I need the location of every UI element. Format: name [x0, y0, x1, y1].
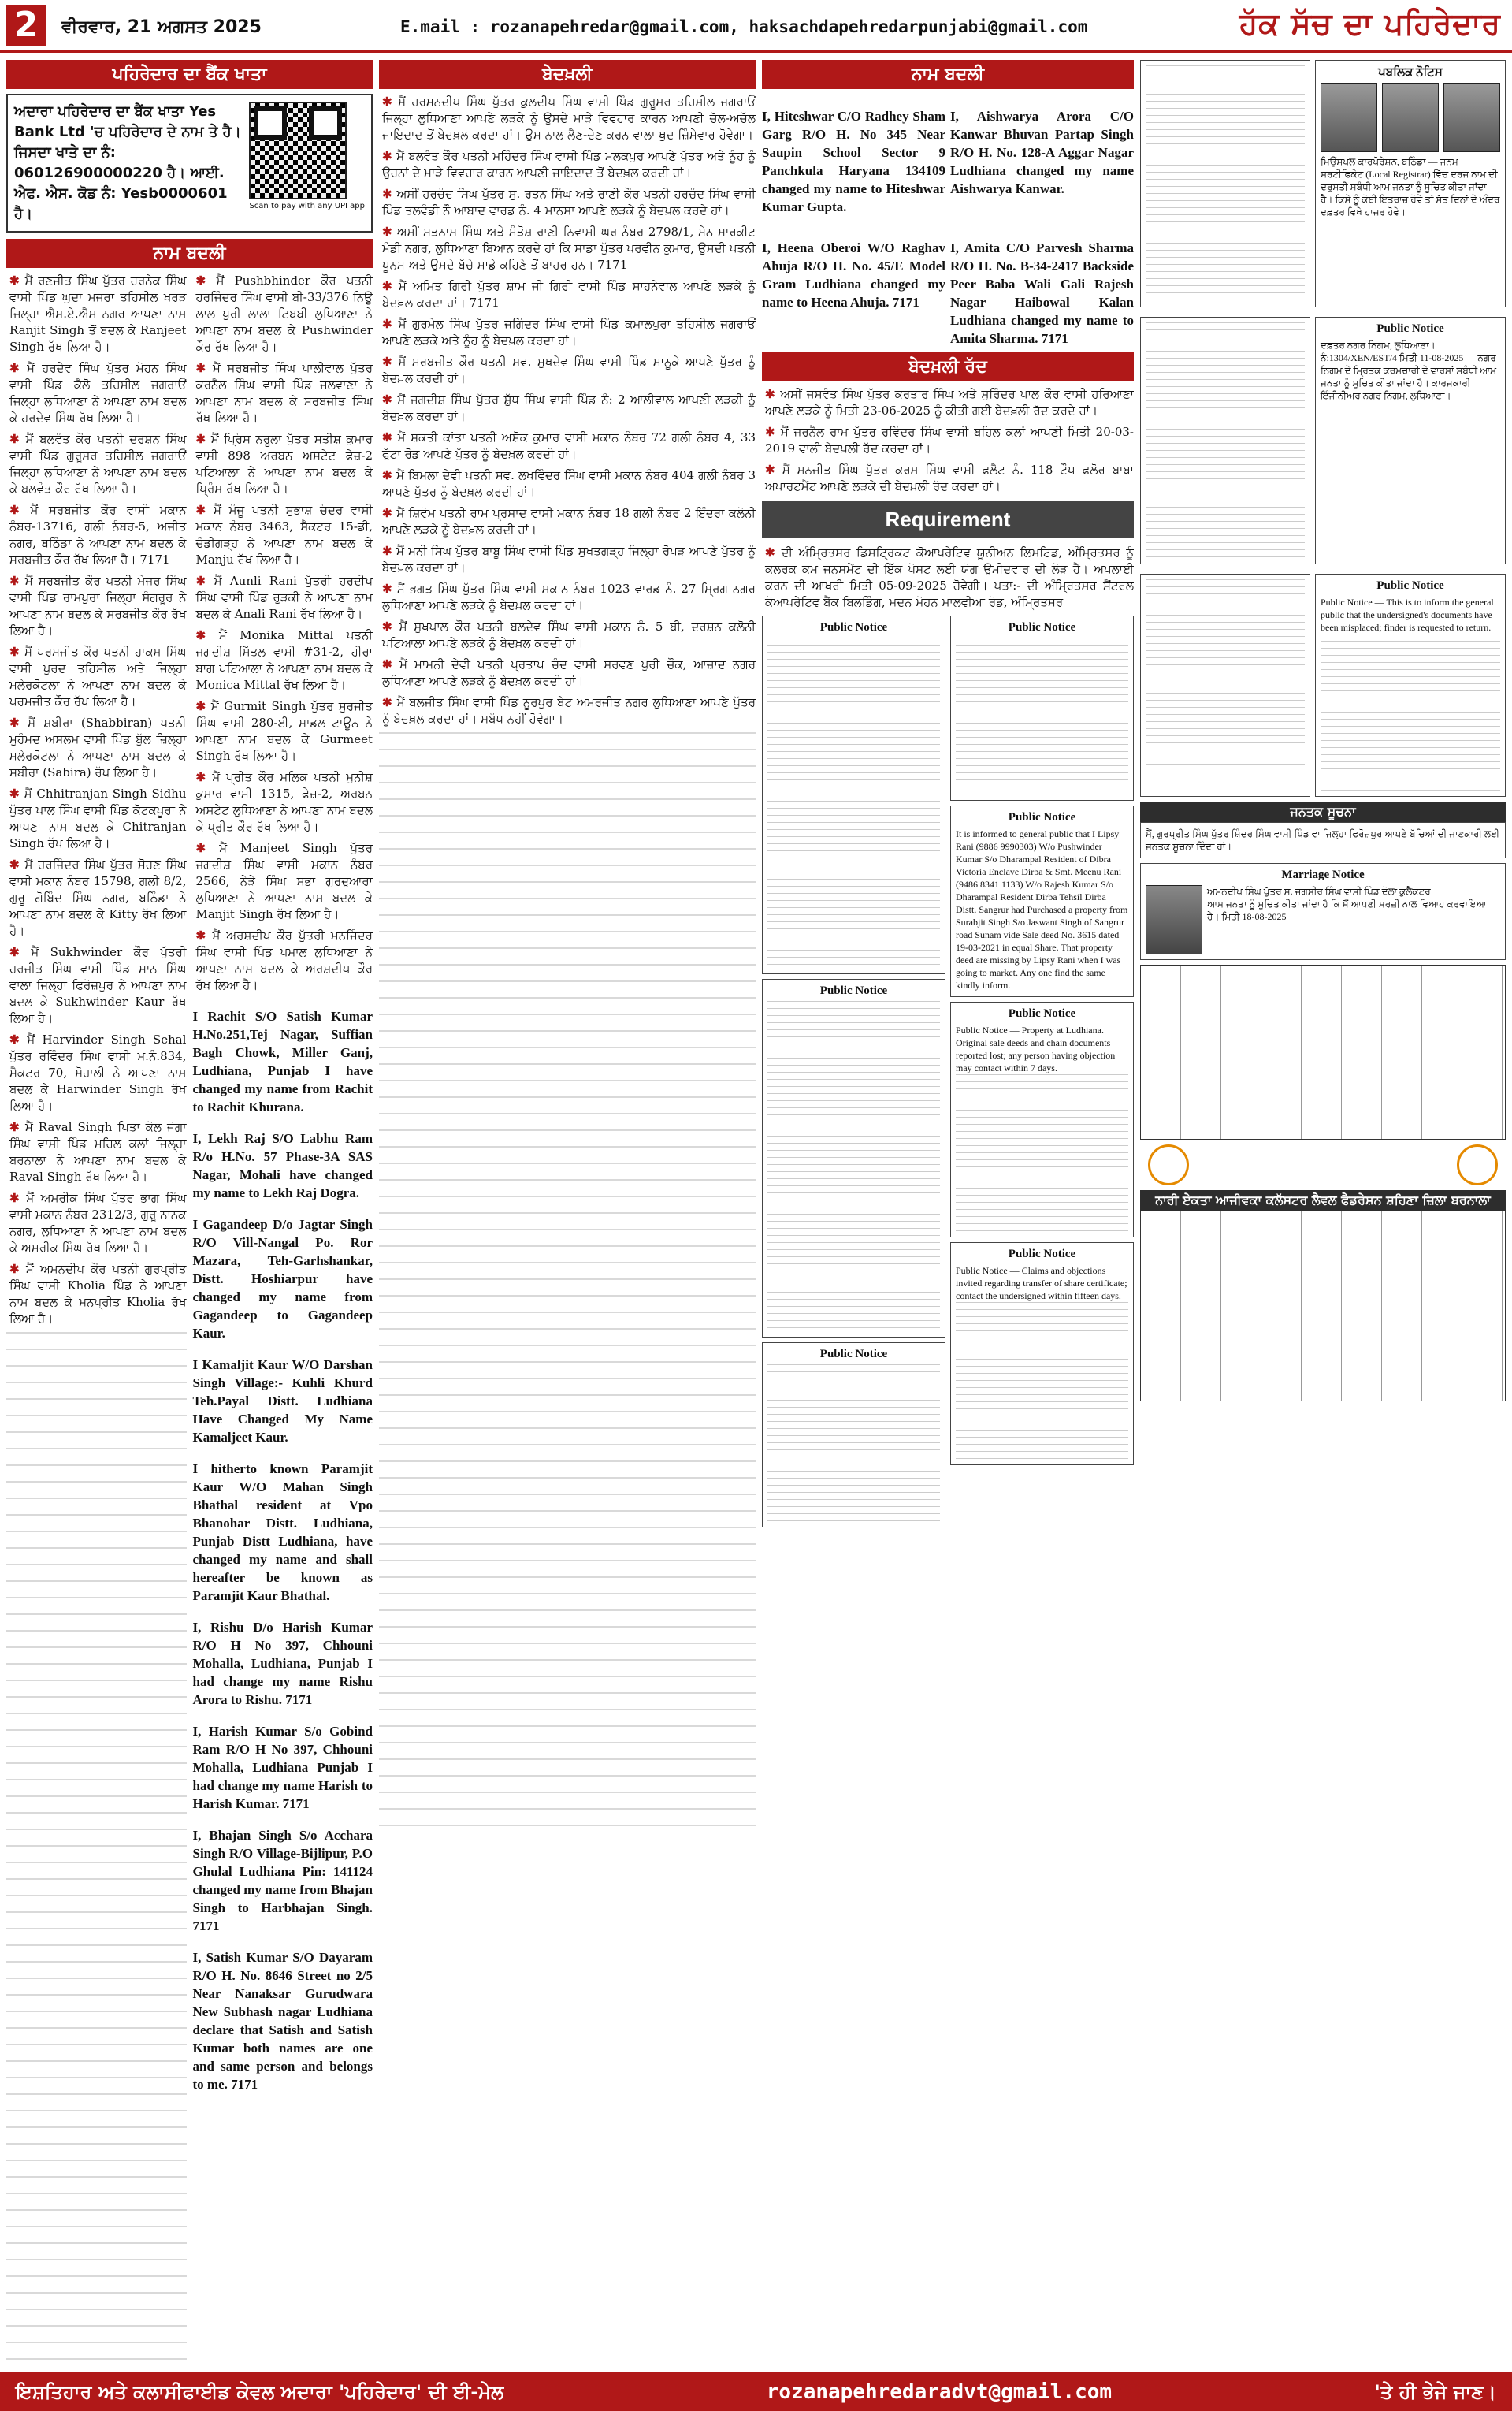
public-notice-ludhiana [1315, 317, 1506, 564]
marriage-text: ਆਮ ਜਨਤਾ ਨੂੰ ਸੂਚਿਤ ਕੀਤਾ ਜਾਂਦਾ ਹੈ ਕਿ ਮੈਂ ਆਪਣੀ ਮਰਜ਼ੀ ਨਾਲ ਵਿਆਹ ਕਰਵਾਇਆ ਹੈ। ਮਿਤੀ 18-08-2025 [1207, 899, 1487, 922]
bank-header: ਪਹਿਰੇਦਾਰ ਦਾ ਬੈਂਕ ਖਾਤਾ [6, 60, 373, 89]
person-photo [1443, 83, 1500, 152]
list-item: ✱ ਮੈਂ ਜਗਦੀਸ਼ ਸਿੰਘ ਪੁੱਤਰ ਸ਼ੁੱਧ ਸਿੰਘ ਵਾਸੀ ਪਿੰਡ ਨੰ: 2 ਆਲੀਵਾਲ ਆਪਣੀ ਲੜਕੀ ਨੂੰ ਬੇਦਖ਼ਲ ਕਰਦਾ ਹਾਂ। [379, 392, 756, 425]
tender-table-2 [1140, 1211, 1506, 1401]
tender-table [1140, 965, 1506, 1140]
english-notice: I, Satish Kumar S/O Dayaram R/O H. No. 8646 Street no 2/5 Near Nanaksar Gurudwara New Subhash nagar Ludhiana declare that Satish and Satish Kumar both names are one and same person and belongs to me. 7171 [192, 1950, 373, 2092]
bank-box [6, 94, 373, 233]
english-notice: I, Rishu D/o Harish Kumar R/O H No 397, Chhouni Mohalla, Ludhiana, Punjab I had change my name Rishu Arora to Rishu. 7171 [192, 1620, 373, 1707]
list-item: ✱ ਮੈਂ Monika Mittal ਪਤਨੀ ਜਗਦੀਸ਼ ਮਿੱਤਲ ਵਾਸੀ #31-2, ਹੀਰਾ ਬਾਗ ਪਟਿਆਲਾ ਨੇ ਆਪਣਾ ਨਾਮ ਬਦਲ ਕੇ Monica Mittal ਰੱਖ ਲਿਆ ਹੈ। [193, 627, 373, 694]
public-notice-title: Public Notice [1376, 579, 1444, 592]
list-item: ✱ ਮੈਂ ਪ੍ਰਿੰਸ ਨਰੂਲਾ ਪੁੱਤਰ ਸਤੀਸ਼ ਕੁਮਾਰ ਵਾਸੀ 898 ਅਰਬਨ ਅਸਟੇਟ ਫੇਜ਼-2 ਪਟਿਆਲਾ ਨੇ ਆਪਣਾ ਨਾਮ ਬਦਲ ਕੇ ਪ੍ਰਿੰਸ ਰੱਖ ਲਿਆ ਹੈ। [193, 431, 373, 497]
notice-body [767, 1364, 940, 1522]
list-item: ✱ ਮੈਂ Aunli Rani ਪੁੱਤਰੀ ਹਰਦੀਪ ਸਿੰਘ ਵਾਸੀ ਪਿੰਡ ਰੁੜਕੀ ਨੇ ਆਪਣਾ ਨਾਮ ਬਦਲ ਕੇ Anali Rani ਰੱਖ ਲਿਆ ਹੈ। [193, 573, 373, 623]
list-item: ✱ ਮੈਂ ਅਮਿਤ ਗਿਰੀ ਪੁੱਤਰ ਸ਼ਾਮ ਜੀ ਗਿਰੀ ਵਾਸੀ ਪਿੰਡ ਸਾਹਨੇਵਾਲ ਆਪਣੇ ਲੜਕੇ ਨੂੰ ਬੇਦਖ਼ਲ ਕਰਦਾ ਹਾਂ। 7171 [379, 278, 756, 311]
notice-body [956, 1302, 1128, 1460]
list-item: ✱ ਮੈਂ Raval Singh ਪਿਤਾ ਕੋਲ ਜੋਗਾ ਸਿੰਘ ਵਾਸੀ ਪਿੰਡ ਮਹਿਲ ਕਲਾਂ ਜਿਲ੍ਹਾ ਬਰਨਾਲਾ ਨੇ ਆਪਣਾ ਨਾਮ ਬਦਲ ਕੇ Raval Singh ਰੱਖ ਲਿਆ ਹੈ। [6, 1119, 187, 1185]
masthead [0, 0, 1512, 53]
english-notice: I, Heena Oberoi W/O Raghav Ahuja R/O H. No. 45/E Model Gram Ludhiana changed my name to Heena Ahuja. 7171 [762, 240, 945, 310]
list-item: ✱ ਮੈਂ ਪਰਮਜੀਤ ਕੌਰ ਪਤਨੀ ਹਾਕਮ ਸਿੰਘ ਵਾਸੀ ਖੁਰਦ ਤਹਿਸੀਲ ਅਤੇ ਜਿਲ੍ਹਾ ਮਲੇਰਕੋਟਲਾ ਨੇ ਆਪਣਾ ਨਾਮ ਬਦਲ ਕੇ ਪਰਮਜੀਤ ਕੌਰ ਰੱਖ ਲਿਆ ਹੈ। [6, 644, 187, 710]
list-item: ✱ ਮੈਂ Harvinder Singh Sehal ਪੁੱਤਰ ਰਵਿੰਦਰ ਸਿੰਘ ਵਾਸੀ ਮ.ਨੰ.834, ਸੈਕਟਰ 70, ਮੋਹਾਲੀ ਨੇ ਆਪਣਾ ਨਾਮ ਬਦਲ ਕੇ Harwinder Singh ਰੱਖ ਲਿਆ ਹੈ। [6, 1032, 187, 1114]
list-item: ✱ ਮੈਂ ਸ਼ਬੀਰਾ (Shabbiran) ਪਤਨੀ ਮੁਹੰਮਦ ਅਸਲਮ ਵਾਸੀ ਪਿੰਡ ਬੁੱਲ ਜ਼ਿਲ੍ਹਾ ਮਲੇਰਕੋਟਲਾ ਨੇ ਆਪਣਾ ਨਾਮ ਬਦਲ ਕੇ ਸਬੀਰਾ (Sabira) ਰੱਖ ਲਿਆ ਹੈ। [6, 715, 187, 781]
list-item: ✱ ਮੈਂ ਭਗਤ ਸਿੰਘ ਪੁੱਤਰ ਸਿੰਘ ਵਾਸੀ ਮਕਾਨ ਨੰਬਰ 1023 ਵਾਰਡ ਨੰ. 27 ਮ੍ਰਿਗ ਨਗਰ ਲੁਧਿਆਣਾ ਆਪਣੇ ਲੜਕੇ ਨੂੰ ਬੇਦਖ਼ਲ ਕਰਦਾ ਹਾਂ। [379, 581, 756, 614]
notice-body [1146, 65, 1305, 302]
disown-header: ਬੇਦਖ਼ਲੀ [379, 60, 756, 89]
qr-block [249, 102, 365, 225]
public-notice [950, 1242, 1134, 1465]
photo-strip [1321, 83, 1500, 152]
list-item: ✱ ਮੈਂ ਜਰਨੈਲ ਰਾਮ ਪੁੱਤਰ ਰਵਿੰਦਰ ਸਿੰਘ ਵਾਸੀ ਬਹਿਲ ਕਲਾਂ ਆਪਣੀ ਮਿਤੀ 20-03-2019 ਵਾਲੀ ਬੇਦਖ਼ਲੀ ਰੱਦ ਕਰਦਾ ਹਾਂ। [762, 424, 1134, 457]
more-notices-filler [6, 1332, 187, 2369]
english-notice: I Kamaljit Kaur W/O Darshan Singh Village:- Kuhli Khurd Teh.Payal Distt. Ludhiana Have Changed My Name Kamaljeet Kaur. [192, 1357, 373, 1445]
court-notice [1140, 317, 1310, 564]
list-item: ✱ ਮੈਂ ਹਰਜਿੰਦਰ ਸਿੰਘ ਪੁੱਤਰ ਸੋਹਣ ਸਿੰਘ ਵਾਸੀ ਮਕਾਨ ਨੰਬਰ 15798, ਗਲੀ 8/2, ਗੁਰੂ ਗੋਬਿੰਦ ਸਿੰਘ ਨਗਰ, ਬਠਿੰਡਾ ਨੇ ਆਪਣਾ ਨਾਮ ਬਦਲ ਕੇ Kitty ਰੱਖ ਲਿਆ ਹੈ। [6, 857, 187, 939]
public-info-header: ਜਨਤਕ ਸੂਚਨਾ [1140, 802, 1506, 822]
person-photo [1321, 83, 1377, 152]
column-1 [6, 60, 373, 2369]
more-notices-filler [379, 732, 756, 1836]
english-notice: I, Hiteshwar C/O Radhey Sham Garg R/O H. No 345 Near Saupin School Sector 9 Panchkula Haryana 134109 changed my name to Hiteshwar Kumar Gupta. [762, 109, 945, 214]
public-notice-title: Public Notice [1008, 811, 1076, 824]
tender-logos [1140, 1140, 1506, 1190]
english-notice: I Gagandeep D/o Jagtar Singh R/O Vill-Nangal Po. Ror Mazara, Teh-Garhshankar, Distt. Hoshiarpur have changed my name from Gagandeep to Gagandeep Kaur. [192, 1217, 373, 1341]
newspaper-logo: ਹੱਕ ਸੱਚ ਦਾ ਪਹਿਰੇਦਾਰ [1239, 6, 1501, 41]
list-item: ✱ ਮੈਂ ਮੰਜੂ ਪਤਨੀ ਸੁਭਾਸ਼ ਚੰਦਰ ਵਾਸੀ ਮਕਾਨ ਨੰਬਰ 3463, ਸੈਕਟਰ 15-ਡੀ, ਚੰਡੀਗੜ੍ਹ ਨੇ ਆਪਣਾ ਨਾਮ ਬਦਲ ਕੇ Manju ਰੱਖ ਲਿਆ ਹੈ। [193, 502, 373, 568]
list-item: ✱ ਮੈਂ ਅਮਰੀਕ ਸਿੰਘ ਪੁੱਤਰ ਭਾਗ ਸਿੰਘ ਵਾਸੀ ਮਕਾਨ ਨੰਬਰ 2312/3, ਗੁਰੂ ਨਾਨਕ ਨਗਰ, ਲੁਧਿਆਣਾ ਨੇ ਆਪਣਾ ਨਾਮ ਬਦਲ ਕੇ ਅਮਰੀਕ ਸਿੰਘ ਰੱਖ ਲਿਆ ਹੈ। [6, 1190, 187, 1256]
logo-icon [1148, 1144, 1189, 1185]
list-item: ✱ ਮੈਂ ਪ੍ਰੀਤ ਕੌਰ ਮਲਿਕ ਪਤਨੀ ਮੁਨੀਸ਼ ਕੁਮਾਰ ਵਾਸੀ 1315, ਫੇਜ਼-2, ਅਰਬਨ ਅਸਟੇਟ ਲੁਧਿਆਣਾ ਨੇ ਆਪਣਾ ਨਾਮ ਬਦਲ ਕੇ ਪ੍ਰੀਤ ਕੌਰ ਰੱਖ ਲਿਆ ਹੈ। [193, 769, 373, 835]
list-item: ✱ ਮੈਂ ਅਮਨਦੀਪ ਕੌਰ ਪਤਨੀ ਗੁਰਪ੍ਰੀਤ ਸਿੰਘ ਵਾਸੀ Kholia ਪਿੰਡ ਨੇ ਆਪਣਾ ਨਾਮ ਬਦਲ ਕੇ ਮਨਪ੍ਰੀਤ Kholia ਰੱਖ ਲਿਆ ਹੈ। [6, 1261, 187, 1327]
list-item: ✱ ਮੈਂ ਸੁਖਪਾਲ ਕੌਰ ਪਤਨੀ ਬਲਦੇਵ ਸਿੰਘ ਵਾਸੀ ਮਕਾਨ ਨੰ. 5 ਬੀ, ਦਰਸ਼ਨ ਕਲੋਨੀ ਪਟਿਆਲਾ ਆਪਣੇ ਲੜਕੇ ਨੂੰ ਬੇਦਖ਼ਲ ਕਰਦੀ ਹਾਂ। [379, 619, 756, 652]
public-notice-lipsy [950, 806, 1134, 997]
name-change-header: ਨਾਮ ਬਦਲੀ [6, 239, 373, 268]
list-item: ✱ ਮੈਂ ਬਲਜੀਤ ਸਿੰਘ ਵਾਸੀ ਪਿੰਡ ਨੂਰਪੁਰ ਬੇਟ ਅਮਰਜੀਤ ਨਗਰ ਲੁਧਿਆਣਾ ਆਪਣੇ ਪੁੱਤਰ ਨੂੰ ਬੇਦਖ਼ਲ ਕਰਦਾ ਹਾਂ। ਸਬੰਧ ਨਹੀਂ ਹੋਵੇਗਾ। [379, 694, 756, 727]
list-item: ✱ ਮੈਂ ਰਣਜੀਤ ਸਿੰਘ ਪੁੱਤਰ ਹਰਨੇਕ ਸਿੰਘ ਵਾਸੀ ਪਿੰਡ ਘੁਦਾ ਮਜਰਾ ਤਹਿਸੀਲ ਖਰੜ ਜਿਲ੍ਹਾ ਐਸ.ਏ.ਐਸ ਨਗਰ ਆਪਣਾ ਨਾਮ Ranjit Singh ਤੋਂ ਬਦਲ ਕੇ Ranjeet Singh ਰੱਖ ਲਿਆ ਹੈ। [6, 273, 187, 355]
list-item: ✱ ਮੈਂ ਗੁਰਮੇਲ ਸਿੰਘ ਪੁੱਤਰ ਜਗਿੰਦਰ ਸਿੰਘ ਵਾਸੀ ਪਿੰਡ ਕਮਾਲਪੁਰਾ ਤਹਿਸੀਲ ਜਗਰਾਓਂ ਆਪਣੇ ਲੜਕੇ ਅਤੇ ਨੂੰਹ ਨੂੰ ਬੇਦਖ਼ਲ ਕਰਦਾ ਹਾਂ। [379, 316, 756, 349]
notice-body [1321, 634, 1500, 791]
logo-icon [1457, 1144, 1498, 1185]
page-number: 2 [6, 5, 46, 46]
notice-body [1146, 579, 1305, 768]
notice-text: ਮਿਉਂਸਪਲ ਕਾਰਪੋਰੇਸ਼ਨ, ਬਠਿੰਡਾ — ਜਨਮ ਸਰਟੀਫਿਕੇਟ (Local Registrar) ਵਿੱਚ ਦਰਜ ਨਾਮ ਦੀ ਦਰੁਸਤੀ ਸਬੰਧੀ ਆਮ ਜਨਤਾ ਨੂੰ ਸੂਚਿਤ ਕੀਤਾ ਜਾਂਦਾ ਹੈ। ਕਿਸੇ ਨੂੰ ਕੋਈ ਇਤਰਾਜ਼ ਹੋਵੇ ਤਾਂ ਸੱਤ ਦਿਨਾਂ ਦੇ ਅੰਦਰ ਦਫ਼ਤਰ ਵਿਖੇ ਹਾਜ਼ਰ ਹੋਵੇ। [1321, 156, 1500, 218]
list-item: ✱ ਮੈਂ ਸਰਬਜੀਤ ਕੌਰ ਵਾਸੀ ਮਕਾਨ ਨੰਬਰ-13716, ਗਲੀ ਨੰਬਰ-5, ਅਜੀਤ ਨਗਰ, ਬਠਿੰਡਾ ਨੇ ਆਪਣਾ ਨਾਮ ਬਦਲ ਕੇ ਸਰਬਜੀਤ ਕੌਰ ਰੱਖ ਲਿਆ ਹੈ। 7171 [6, 502, 187, 568]
person-photo [1382, 83, 1439, 152]
list-item: ✱ ਮੈਂ Manjeet Singh ਪੁੱਤਰ ਜਗਦੀਸ਼ ਸਿੰਘ ਵਾਸੀ ਮਕਾਨ ਨੰਬਰ 2566, ਨੇੜੇ ਸਿੰਘ ਸਭਾ ਗੁਰਦੁਆਰਾ ਲੁਧਿਆਣਾ ਨੇ ਆਪਣਾ ਨਾਮ ਬਦਲ ਕੇ Manjit Singh ਰੱਖ ਲਿਆ ਹੈ। [193, 840, 373, 923]
english-notice: I, Harish Kumar S/o Gobind Ram R/O H No 397, Chhouni Mohalla, Ludhiana Punjab I had change my name Harish to Harish Kumar. 7171 [192, 1724, 373, 1811]
list-item: ✱ ਮੈਂ ਹਰਦੇਵ ਸਿੰਘ ਪੁੱਤਰ ਮੋਹਨ ਸਿੰਘ ਵਾਸੀ ਪਿੰਡ ਕੈਲੋ ਤਹਿਸੀਲ ਜਗਰਾਓਂ ਜਿਲ੍ਹਾ ਲੁਧਿਆਣਾ ਨੇ ਆਪਣਾ ਨਾਮ ਬਦਲ ਕੇ ਹਰਦੇਵ ਸਿੰਘ ਰੱਖ ਲਿਆ ਹੈ। [6, 360, 187, 426]
notice-body [1146, 322, 1305, 559]
name-change-list-b [193, 273, 373, 2369]
court-notice [1140, 60, 1310, 307]
list-item: ✱ ਮੈਂ ਬਿਮਲਾ ਦੇਵੀ ਪਤਨੀ ਸਵ. ਲਖਵਿੰਦਰ ਸਿੰਘ ਵਾਸੀ ਮਕਾਨ ਨੰਬਰ 404 ਗਲੀ ਨੰਬਰ 3 ਆਪਣੇ ਪੁੱਤਰ ਨੂੰ ਬੇਦਖ਼ਲ ਕਰਦੀ ਹਾਂ। [379, 467, 756, 500]
footer-left-text: ਇਸ਼ਤਿਹਾਰ ਅਤੇ ਕਲਾਸੀਫਾਈਡ ਕੇਵਲ ਅਦਾਰਾ 'ਪਹਿਰੇਦਾਰ' ਦੀ ਈ-ਮੇਲ [16, 2380, 504, 2403]
public-notice-title: Public Notice [819, 621, 888, 634]
marriage-notice [1140, 863, 1506, 960]
english-name-change-grid [762, 94, 1134, 352]
public-notice [950, 616, 1134, 801]
public-notice-title: ਪਬਲਿਕ ਨੋਟਿਸ [1378, 66, 1443, 79]
english-notice: I, Amita C/O Parvesh Sharma R/O H. No. B-34-2417 Backside Peer Baba Wali Gali Rajesh Nagar Haibowal Kalan Ludhiana changed my name to Amita Sharma. 7171 [950, 240, 1134, 346]
column-3 [762, 60, 1134, 2369]
public-notice-title: Public Notice [819, 984, 888, 997]
list-item: ✱ ਮੈਂ ਸ਼ਿਵੋਮ ਪਤਨੀ ਰਾਮ ਪ੍ਰਸਾਦ ਵਾਸੀ ਮਕਾਨ ਨੰਬਰ 18 ਗਲੀ ਨੰਬਰ 2 ਇੰਦਰਾ ਕਲੋਨੀ ਆਪਣੇ ਲੜਕੇ ਨੂੰ ਬੇਦਖ਼ਲ ਕਰਦੀ ਹਾਂ। [379, 505, 756, 538]
public-notice-title: Public Notice [1376, 322, 1444, 335]
top-notices-grid [1140, 60, 1506, 802]
list-item: ✱ ਮੈਂ ਸਰਬਜੀਤ ਸਿੰਘ ਪਾਲੀਵਾਲ ਪੁੱਤਰ ਕਰਨੈਲ ਸਿੰਘ ਵਾਸੀ ਪਿੰਡ ਜਲਵਾਣਾ ਨੇ ਆਪਣਾ ਨਾਮ ਬਦਲ ਕੇ ਸਰਬਜੀਤ ਸਿੰਘ ਰੱਖ ਲਿਆ ਹੈ। [193, 360, 373, 426]
list-item: ✱ ਮੈਂ ਸ਼ਕਤੀ ਕਾਂਤਾ ਪਤਨੀ ਅਸ਼ੋਕ ਕੁਮਾਰ ਵਾਸੀ ਮਕਾਨ ਨੰਬਰ 72 ਗਲੀ ਨੰਬਰ 4, 33 ਫੁੱਟਾ ਰੋਡ ਆਪਣੇ ਪੁੱਤਰ ਨੂੰ ਬੇਦਖ਼ਲ ਕਰਦੀ ਹਾਂ। [379, 430, 756, 463]
english-notice: I hitherto known Paramjit Kaur W/O Mahan Singh Bhathal resident at Vpo Bhanohar Distt. Ludhiana, Punjab Distt Ludhiana, have changed my name and shall hereafter be known as Paramjit Kaur Bhathal. [192, 1461, 373, 1603]
public-notice [950, 1002, 1134, 1237]
footer-email[interactable]: rozanapehredaradvt@gmail.com [766, 2379, 1113, 2404]
public-notice [762, 1342, 945, 1527]
list-item: ✱ ਮੈਂ ਅਰਸ਼ਦੀਪ ਕੌਰ ਪੁੱਤਰੀ ਮਨਜਿੰਦਰ ਸਿੰਘ ਵਾਸੀ ਪਿੰਡ ਪਮਾਲ ਲੁਧਿਆਣਾ ਨੇ ਆਪਣਾ ਨਾਮ ਬਦਲ ਕੇ ਅਰਸ਼ਦੀਪ ਕੌਰ ਰੱਖ ਲਿਆ ਹੈ। [193, 928, 373, 994]
list-item: ✱ ਮੈਂ ਬਲਵੰਤ ਕੌਰ ਪਤਨੀ ਮਹਿੰਦਰ ਸਿੰਘ ਵਾਸੀ ਪਿੰਡ ਮਲਕਪੁਰ ਆਪਣੇ ਪੁੱਤਰ ਅਤੇ ਨੂੰਹ ਨੂੰ ਉਹਨਾਂ ਦੇ ਮਾੜੇ ਵਿਵਹਾਰ ਕਾਰਨ ਆਪਣੀ ਜਾਇਦਾਦ ਤੋਂ ਬੇਦਖ਼ਲ ਕਰਦੀ ਹਾਂ। [379, 148, 756, 181]
public-notice [762, 616, 945, 974]
public-notice-grid [762, 616, 1134, 1532]
list-item: ✱ ਅਸੀਂ ਸਤਨਾਮ ਸਿੰਘ ਅਤੇ ਸੰਤੋਸ਼ ਰਾਣੀ ਨਿਵਾਸੀ ਘਰ ਨੰਬਰ 2798/1, ਮੇਨ ਮਾਰਕੀਟ ਮੰਡੀ ਨਗਰ, ਲੁਧਿਆਣਾ ਬਿਆਨ ਕਰਦੇ ਹਾਂ ਕਿ ਸਾਡਾ ਪੁੱਤਰ ਪਰਵੀਨ ਕੁਮਾਰ, ਉਸਦੀ ਪਤਨੀ ਪੂਨਮ ਅਤੇ ਉਸਦੇ ਬੱਚੇ ਸਾਡੇ ਕਹਿਣੇ ਤੋਂ ਬਾਹਰ ਹਨ। 7171 [379, 224, 756, 273]
public-notice-title: Public Notice [1008, 1007, 1076, 1020]
list-item: ✱ ਮੈਂ ਮਨੀ ਸਿੰਘ ਪੁੱਤਰ ਬਾਬੂ ਸਿੰਘ ਵਾਸੀ ਪਿੰਡ ਸੁਖਤਗੜ੍ਹ ਜਿਲ੍ਹਾ ਰੋਪੜ ਆਪਣੇ ਪੁੱਤਰ ਨੂੰ ਬੇਦਖ਼ਲ ਕਰਦਾ ਹਾਂ। [379, 543, 756, 576]
bank-details: ਅਦਾਰਾ ਪਹਿਰੇਦਾਰ ਦਾ ਬੈਂਕ ਖਾਤਾ Yes Bank Ltd 'ਚ ਪਹਿਰੇਦਾਰ ਦੇ ਨਾਮ ਤੇ ਹੈ। ਜਿਸਦਾ ਖਾਤੇ ਦਾ ਨੰ: 060126900000220 ਹੈ। ਆਈ. ਐਫ. ਐਸ. ਕੋਡ ਨੰ: Yesb0000601 ਹੈ। [14, 103, 241, 222]
name-change-header-2: ਨਾਮ ਬਦਲੀ [762, 60, 1134, 89]
list-item: ✱ ਅਸੀਂ ਹਰਚੰਦ ਸਿੰਘ ਪੁੱਤਰ ਸੁ. ਰਤਨ ਸਿੰਘ ਅਤੇ ਰਾਣੀ ਕੌਰ ਪਤਨੀ ਹਰਚੰਦ ਸਿੰਘ ਵਾਸੀ ਪਿੰਡ ਤਲਵੰਡੀ ਨੌ ਆਬਾਦ ਵਾਰਡ ਨੰ. 4 ਮਾਨਸਾ ਆਪਣੇ ਲੜਕੇ ਨੂੰ ਬੇਦਖ਼ਲ ਕਰਦੇ ਹਾਂ। [379, 186, 756, 219]
masthead-email[interactable]: E.mail : rozanapehredar@gmail.com, haksachdapehredarpunjabi@gmail.com [400, 17, 1088, 36]
list-item: ✱ ਮੈਂ ਹਰਮਨਦੀਪ ਸਿੰਘ ਪੁੱਤਰ ਕੁਲਦੀਪ ਸਿੰਘ ਵਾਸੀ ਪਿੰਡ ਗੁਰੂਸਰ ਤਹਿਸੀਲ ਜਗਰਾਓਂ ਜਿਲ੍ਹਾ ਲੁਧਿਆਣਾ ਆਪਣੇ ਲੜਕੇ ਨੂੰ ਉਸਦੇ ਮਾੜੇ ਵਿਵਹਾਰ ਕਾਰਨ ਆਪਣੀ ਚੱਲ-ਅਚੱਲ ਜਾਇਦਾਦ ਤੋਂ ਬੇਦਖ਼ਲ ਕਰਦਾ ਹਾਂ। ਉਸ ਨਾਲ ਲੈਣ-ਦੇਣ ਕਰਨ ਵਾਲਾ ਖੁਦ ਜ਼ਿੰਮੇਵਾਰ ਹੋਵੇਗਾ। [379, 94, 756, 143]
notice-body [956, 1074, 1128, 1232]
footer-right-text: 'ਤੇ ਹੀ ਭੇਜੇ ਜਾਣ। [1374, 2380, 1496, 2403]
requirement-header: Requirement [762, 501, 1134, 538]
notice-text: ਮੈਂ, ਗੁਰਪ੍ਰੀਤ ਸਿੰਘ ਪੁੱਤਰ ਸ਼ਿੰਦਰ ਸਿੰਘ ਵਾਸੀ ਪਿੰਡ ਵਾ ਜਿਲ੍ਹਾ ਫਿਰੋਜ਼ਪੁਰ ਆਪਣੇ ਬੱਚਿਆਂ ਦੀ ਜਾਣਕਾਰੀ ਲਈ ਜਨਤਕ ਸੂਚਨਾ ਦਿੰਦਾ ਹਾਂ। [1146, 828, 1500, 852]
marriage-notice-title: Marriage Notice [1281, 869, 1365, 881]
english-notice: I, Aishwarya Arora C/O Kanwar Bhuvan Partap Singh R/O H. No. 128-A Aggar Nagar Ludhiana changed my name Aishwarya Kanwar. [950, 109, 1134, 196]
public-notice-title: Public Notice [1008, 621, 1076, 634]
notice-text: Public Notice — Claims and objections invited regarding transfer of share certificate; contact the undersigned within fifteen days. [956, 1265, 1127, 1301]
list-item: ✱ ਅਸੀਂ ਜਸਵੰਤ ਸਿੰਘ ਪੁੱਤਰ ਕਰਤਾਰ ਸਿੰਘ ਅਤੇ ਸੁਰਿੰਦਰ ਪਾਲ ਕੌਰ ਵਾਸੀ ਹਰਿਆਣਾ ਆਪਣੇ ਲੜਕੇ ਨੂੰ ਮਿਤੀ 23-06-2025 ਨੂੰ ਕੀਤੀ ਗਈ ਬੇਦਖ਼ਲੀ ਰੱਦ ਕਰਦੇ ਹਾਂ। [762, 386, 1134, 419]
public-notice-title: Public Notice [1008, 1248, 1076, 1260]
public-notice [762, 979, 945, 1338]
footer-bar [0, 2372, 1512, 2411]
list-item: ✱ ਮੈਂ Pushbhinder ਕੌਰ ਪਤਨੀ ਹਰਜਿੰਦਰ ਸਿੰਘ ਵਾਸੀ ਬੀ-33/376 ਨਿਊ ਲਾਲ ਪੁਰੀ ਲਾਲਾ ਟਿਬਬੀ ਲੁਧਿਆਣਾ ਨੇ ਆਪਣਾ ਨਾਮ ਬਦਲ ਕੇ Pushwinder ਕੌਰ ਰੱਖ ਲਿਆ ਹੈ। [193, 273, 373, 355]
notice-text: Public Notice — This is to inform the general public that the undersigned's documents have been misplaced; finder is requested to return. [1321, 597, 1494, 633]
english-notice: I Rachit S/O Satish Kumar H.No.251,Tej Nagar, Suffian Bagh Chowk, Miller Ganj, Ludhiana, Punjab I have changed my name from Rachit to Rachit Khurana. [192, 1009, 373, 1114]
column-2 [379, 60, 756, 2369]
qr-code-icon[interactable] [249, 102, 347, 199]
list-item: ✱ ਮੈਂ ਸਰਬਜੀਤ ਕੌਰ ਪਤਨੀ ਸਵ. ਸੁਖਦੇਵ ਸਿੰਘ ਵਾਸੀ ਪਿੰਡ ਮਾਨੂਕੇ ਆਪਣੇ ਪੁੱਤਰ ਨੂੰ ਬੇਦਖ਼ਲ ਕਰਦੀ ਹਾਂ। [379, 354, 756, 387]
notice-body [767, 638, 940, 969]
tender-title: ਨਾਰੀ ਏਕਤਾ ਆਜੀਵਕਾ ਕਲੱਸਟਰ ਲੈਵਲ ਫੈਡਰੇਸ਼ਨ ਸ਼ਹਿਣਾ ਜ਼ਿਲਾ ਬਰਨਾਲਾ [1140, 1190, 1506, 1211]
groom-name: ਅਮਨਦੀਪ ਸਿੰਘ ਪੁੱਤਰ ਸ. ਜਗਸੀਰ ਸਿੰਘ ਵਾਸੀ ਪਿੰਡ ਦੋਲਾ ਕੁਲੈਕਟਰ [1207, 886, 1431, 897]
disown-cancel-header: ਬੇਦਖ਼ਲੀ ਰੱਦ [762, 352, 1134, 381]
groom-photo [1146, 885, 1202, 954]
notice-text: It is informed to general public that I Lipsy Rani (9886 9990303) W/o Pushwinder Kumar S/o Dharampal Resident of Dibra Victoria Enclave Dirba & Smt. Meenu Rani (9486 8341 1133) W/o Rajesh Kumar S/o Dharampal Resident Dirba Tehsil Dirba Distt. Sangrur had Purchased a property from Surabjit Singh S/o Jaswant Singh of Sangrur road Sunam vide Sale deed No. 3615 dated 19-03-2021 in equal Share. That property deed are missing by Lipsy Rani when I was going to market. Any one find the same kindly inform. [956, 828, 1128, 991]
requirement-text: ✱ ਦੀ ਅੰਮ੍ਰਿਤਸਰ ਡਿਸਟ੍ਰਿਕਟ ਕੋਆਪਰੇਟਿਵ ਯੂਨੀਅਨ ਲਿਮਟਿਡ, ਅੰਮ੍ਰਿਤਸਰ ਨੂੰ ਕਲਰਕ ਕਮ ਜਨਸਮੇਂਟ ਦੀ ਇੱਕ ਪੋਸਟ ਲਈ ਯੋਗ ਉਮੀਦਵਾਰ ਦੀ ਲੋੜ ਹੈ। ਅਪਲਾਈ ਕਰਨ ਦੀ ਆਖਰੀ ਮਿਤੀ 05-09-2025 ਹੋਵੇਗੀ। ਪਤਾ:- ਦੀ ਅੰਮ੍ਰਿਤਸਰ ਸੈਂਟਰਲ ਕੋਆਪਰੇਟਿਵ ਬੈਂਕ ਬਿਲਡਿੰਗ, ਮਦਨ ਮੋਹਨ ਮਾਲਵੀਆ ਰੋਡ, ਅੰਮ੍ਰਿਤਸਰ [762, 545, 1134, 611]
public-info-notice [1140, 822, 1506, 858]
notice-body [767, 1001, 940, 1332]
list-item: ✱ ਮੈਂ ਬਲਵੰਤ ਕੌਰ ਪਤਨੀ ਦਰਸ਼ਨ ਸਿੰਘ ਵਾਸੀ ਪਿੰਡ ਗੁਰੂਸਰ ਤਹਿਸੀਲ ਜਗਰਾਓਂ ਜਿਲ੍ਹਾ ਲੁਧਿਆਣਾ ਨੇ ਆਪਣਾ ਨਾਮ ਬਦਲ ਕੇ ਬਲਵੰਤ ਕੌਰ ਰੱਖ ਲਿਆ ਹੈ। [6, 431, 187, 497]
notice-body [956, 638, 1128, 795]
public-notice-title: Public Notice [819, 1348, 888, 1360]
notice-text: ਦਫ਼ਤਰ ਨਗਰ ਨਿਗਮ, ਲੁਧਿਆਣਾ। ਨੰ:1304/XEN/EST/4 ਮਿਤੀ 11-08-2025 — ਨਗਰ ਨਿਗਮ ਦੇ ਮ੍ਰਿਤਕ ਕਰਮਚਾਰੀ ਦੇ ਵਾਰਸਾਂ ਸਬੰਧੀ ਆਮ ਜਨਤਾ ਨੂੰ ਸੂਚਿਤ ਕੀਤਾ ਜਾਂਦਾ ਹੈ। ਕਾਰਜਕਾਰੀ ਇੰਜੀਨੀਅਰ ਨਗਰ ਨਿਗਮ, ਲੁਧਿਆਣਾ। [1321, 340, 1497, 401]
issue-date: ਵੀਰਵਾਰ, 21 ਅਗਸਤ 2025 [61, 17, 262, 37]
court-notice [1140, 574, 1310, 797]
list-item: ✱ ਮੈਂ Gurmit Singh ਪੁੱਤਰ ਸੁਰਜੀਤ ਸਿੰਘ ਵਾਸੀ 280-ਈ, ਮਾਡਲ ਟਾਊਨ ਨੇ ਆਪਣਾ ਨਾਮ ਬਦਲ ਕੇ Gurmeet Singh ਰੱਖ ਲਿਆ ਹੈ। [193, 698, 373, 765]
name-change-list-a [6, 273, 187, 2369]
list-item: ✱ ਮੈਂ ਸਰਬਜੀਤ ਕੌਰ ਪਤਨੀ ਮੇਜਰ ਸਿੰਘ ਵਾਸੀ ਪਿੰਡ ਰਾਮਪੁਰਾ ਜਿਲ੍ਹਾ ਸੰਗਰੂਰ ਨੇ ਆਪਣਾ ਨਾਮ ਬਦਲ ਕੇ ਸਰਬਜੀਤ ਕੌਰ ਰੱਖ ਲਿਆ ਹੈ। [6, 573, 187, 639]
notice-text: Public Notice — Property at Ludhiana. Original sale deeds and chain documents reported lost; any person having objection may contact within 7 days. [956, 1025, 1116, 1073]
pn-column-left [762, 616, 945, 1532]
list-item: ✱ ਮੈਂ ਮਨਜੀਤ ਸਿੰਘ ਪੁੱਤਰ ਕਰਮ ਸਿੰਘ ਵਾਸੀ ਫਲੈਟ ਨੰ. 118 ਟੌਪ ਫਲੋਰ ਬਾਬਾ ਅਪਾਰਟਮੈਂਟ ਆਪਣੇ ਲੜਕੇ ਦੀ ਬੇਦਖ਼ਲੀ ਰੱਦ ਕਰਦਾ ਹਾਂ। [762, 462, 1134, 495]
public-notice-bathinda [1315, 60, 1506, 307]
english-notice: I, Lekh Raj S/O Labhu Ram R/o H.No. 57 Phase-3A SAS Nagar, Mohali have changed my name to Lekh Raj Dogra. [192, 1131, 373, 1200]
list-item: ✱ ਮੈਂ ਮਾਮਨੀ ਦੇਵੀ ਪਤਨੀ ਪ੍ਰਤਾਪ ਚੰਦ ਵਾਸੀ ਸਰਵਣ ਪੁਰੀ ਚੌਕ, ਆਜ਼ਾਦ ਨਗਰ ਲੁਧਿਆਣਾ ਆਪਣੇ ਲੜਕੇ ਨੂੰ ਬੇਦਖ਼ਲ ਕਰਦੀ ਹਾਂ। [379, 657, 756, 690]
english-notice: I, Bhajan Singh S/o Acchara Singh R/O Village-Bijlipur, P.O Ghulal Ludhiana Pin: 141124 changed my name from Bhajan Singh to Harbhajan Singh. 7171 [192, 1828, 373, 1933]
column-4 [1140, 60, 1506, 2369]
public-notice-small [1315, 574, 1506, 797]
pn-column-right [950, 616, 1134, 1532]
list-item: ✱ ਮੈਂ Sukhwinder ਕੌਰ ਪੁੱਤਰੀ ਹਰਜੀਤ ਸਿੰਘ ਵਾਸੀ ਪਿੰਡ ਮਾਨ ਸਿੰਘ ਵਾਲਾ ਜਿਲ੍ਹਾ ਫਿਰੋਜ਼ਪੁਰ ਨੇ ਆਪਣਾ ਨਾਮ ਬਦਲ ਕੇ Sukhwinder Kaur ਰੱਖ ਲਿਆ ਹੈ। [6, 944, 187, 1027]
qr-caption: Scan to pay with any UPI app [249, 202, 365, 210]
list-item: ✱ ਮੈਂ Chhitranjan Singh Sidhu ਪੁੱਤਰ ਪਾਲ ਸਿੰਘ ਵਾਸੀ ਪਿੰਡ ਕੋਟਕਪੂਰਾ ਨੇ ਆਪਣਾ ਨਾਮ ਬਦਲ ਕੇ Chitranjan Singh ਰੱਖ ਲਿਆ ਹੈ। [6, 786, 187, 852]
